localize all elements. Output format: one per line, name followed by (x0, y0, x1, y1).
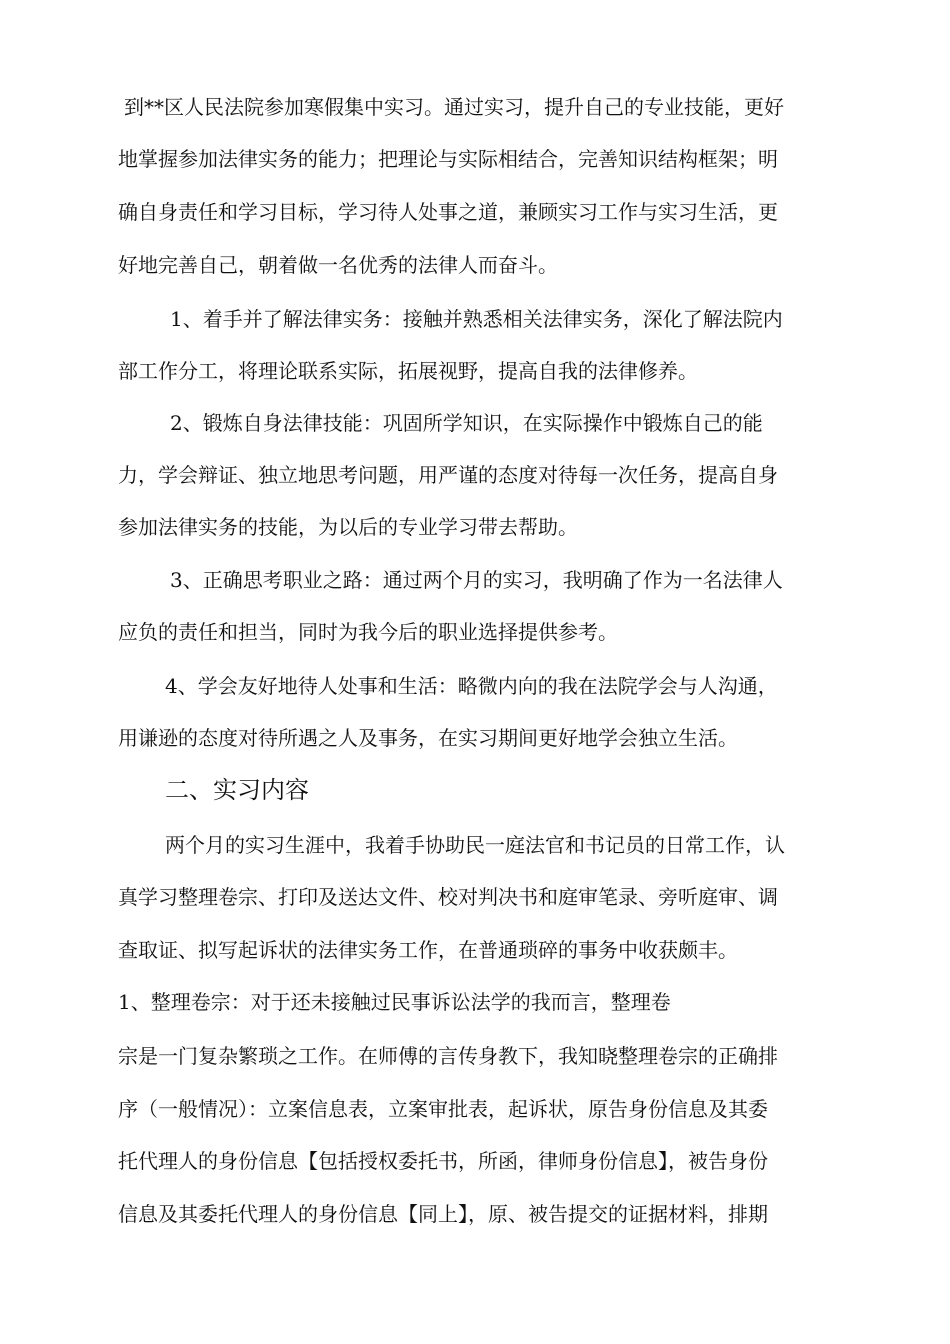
paragraph-line: 部工作分工，将理论联系实际，拓展视野，提高自我的法律修养。 (118, 359, 698, 383)
paragraph-line: 1、整理卷宗：对于还未接触过民事诉讼法学的我而言，整理卷 (118, 990, 671, 1014)
paragraph-line: 宗是一门复杂繁琐之工作。在师傅的言传身教下，我知晓整理卷宗的正确排 (118, 1044, 778, 1068)
paragraph-line: 两个月的实习生涯中，我着手协助民一庭法官和书记员的日常工作，认 (165, 833, 785, 857)
paragraph-line: 力，学会辩证、独立地思考问题，用严谨的态度对待每一次任务，提高自身 (118, 463, 778, 487)
section-heading: 二、实习内容 (165, 776, 309, 804)
paragraph-line: 1、着手并了解法律实务：接触并熟悉相关法律实务，深化了解法院内 (170, 307, 783, 331)
paragraph-line: 序（一般情况）：立案信息表，立案审批表，起诉状，原告身份信息及其委 (118, 1097, 768, 1121)
paragraph-line: 确自身责任和学习目标，学习待人处事之道，兼顾实习工作与实习生活，更 (118, 200, 778, 224)
paragraph-line: 好地完善自己，朝着做一名优秀的法律人而奋斗。 (118, 253, 558, 277)
paragraph-line: 参加法律实务的技能，为以后的专业学习带去帮助。 (118, 515, 578, 539)
paragraph-line: 到**区人民法院参加寒假集中实习。通过实习，提升自己的专业技能，更好 (124, 95, 784, 119)
paragraph-line: 真学习整理卷宗、打印及送达文件、校对判决书和庭审笔录、旁听庭审、调 (118, 885, 778, 909)
paragraph-line: 托代理人的身份信息【包括授权委托书，所函，律师身份信息】，被告身份 (118, 1149, 768, 1173)
paragraph-line: 4、学会友好地待人处事和生活：略微内向的我在法院学会与人沟通， (165, 674, 778, 698)
paragraph-line: 用谦逊的态度对待所遇之人及事务，在实习期间更好地学会独立生活。 (118, 726, 738, 750)
paragraph-line: 地掌握参加法律实务的能力；把理论与实际相结合，完善知识结构框架；明 (118, 147, 778, 171)
paragraph-line: 信息及其委托代理人的身份信息【同上】，原、被告提交的证据材料，排期 (118, 1202, 768, 1226)
paragraph-line: 查取证、拟写起诉状的法律实务工作，在普通琐碎的事务中收获颇丰。 (118, 938, 738, 962)
paragraph-line: 应负的责任和担当，同时为我今后的职业选择提供参考。 (118, 620, 618, 644)
paragraph-line: 2、锻炼自身法律技能：巩固所学知识，在实际操作中锻炼自己的能 (170, 411, 763, 435)
paragraph-line: 3、正确思考职业之路：通过两个月的实习，我明确了作为一名法律人 (170, 568, 783, 592)
